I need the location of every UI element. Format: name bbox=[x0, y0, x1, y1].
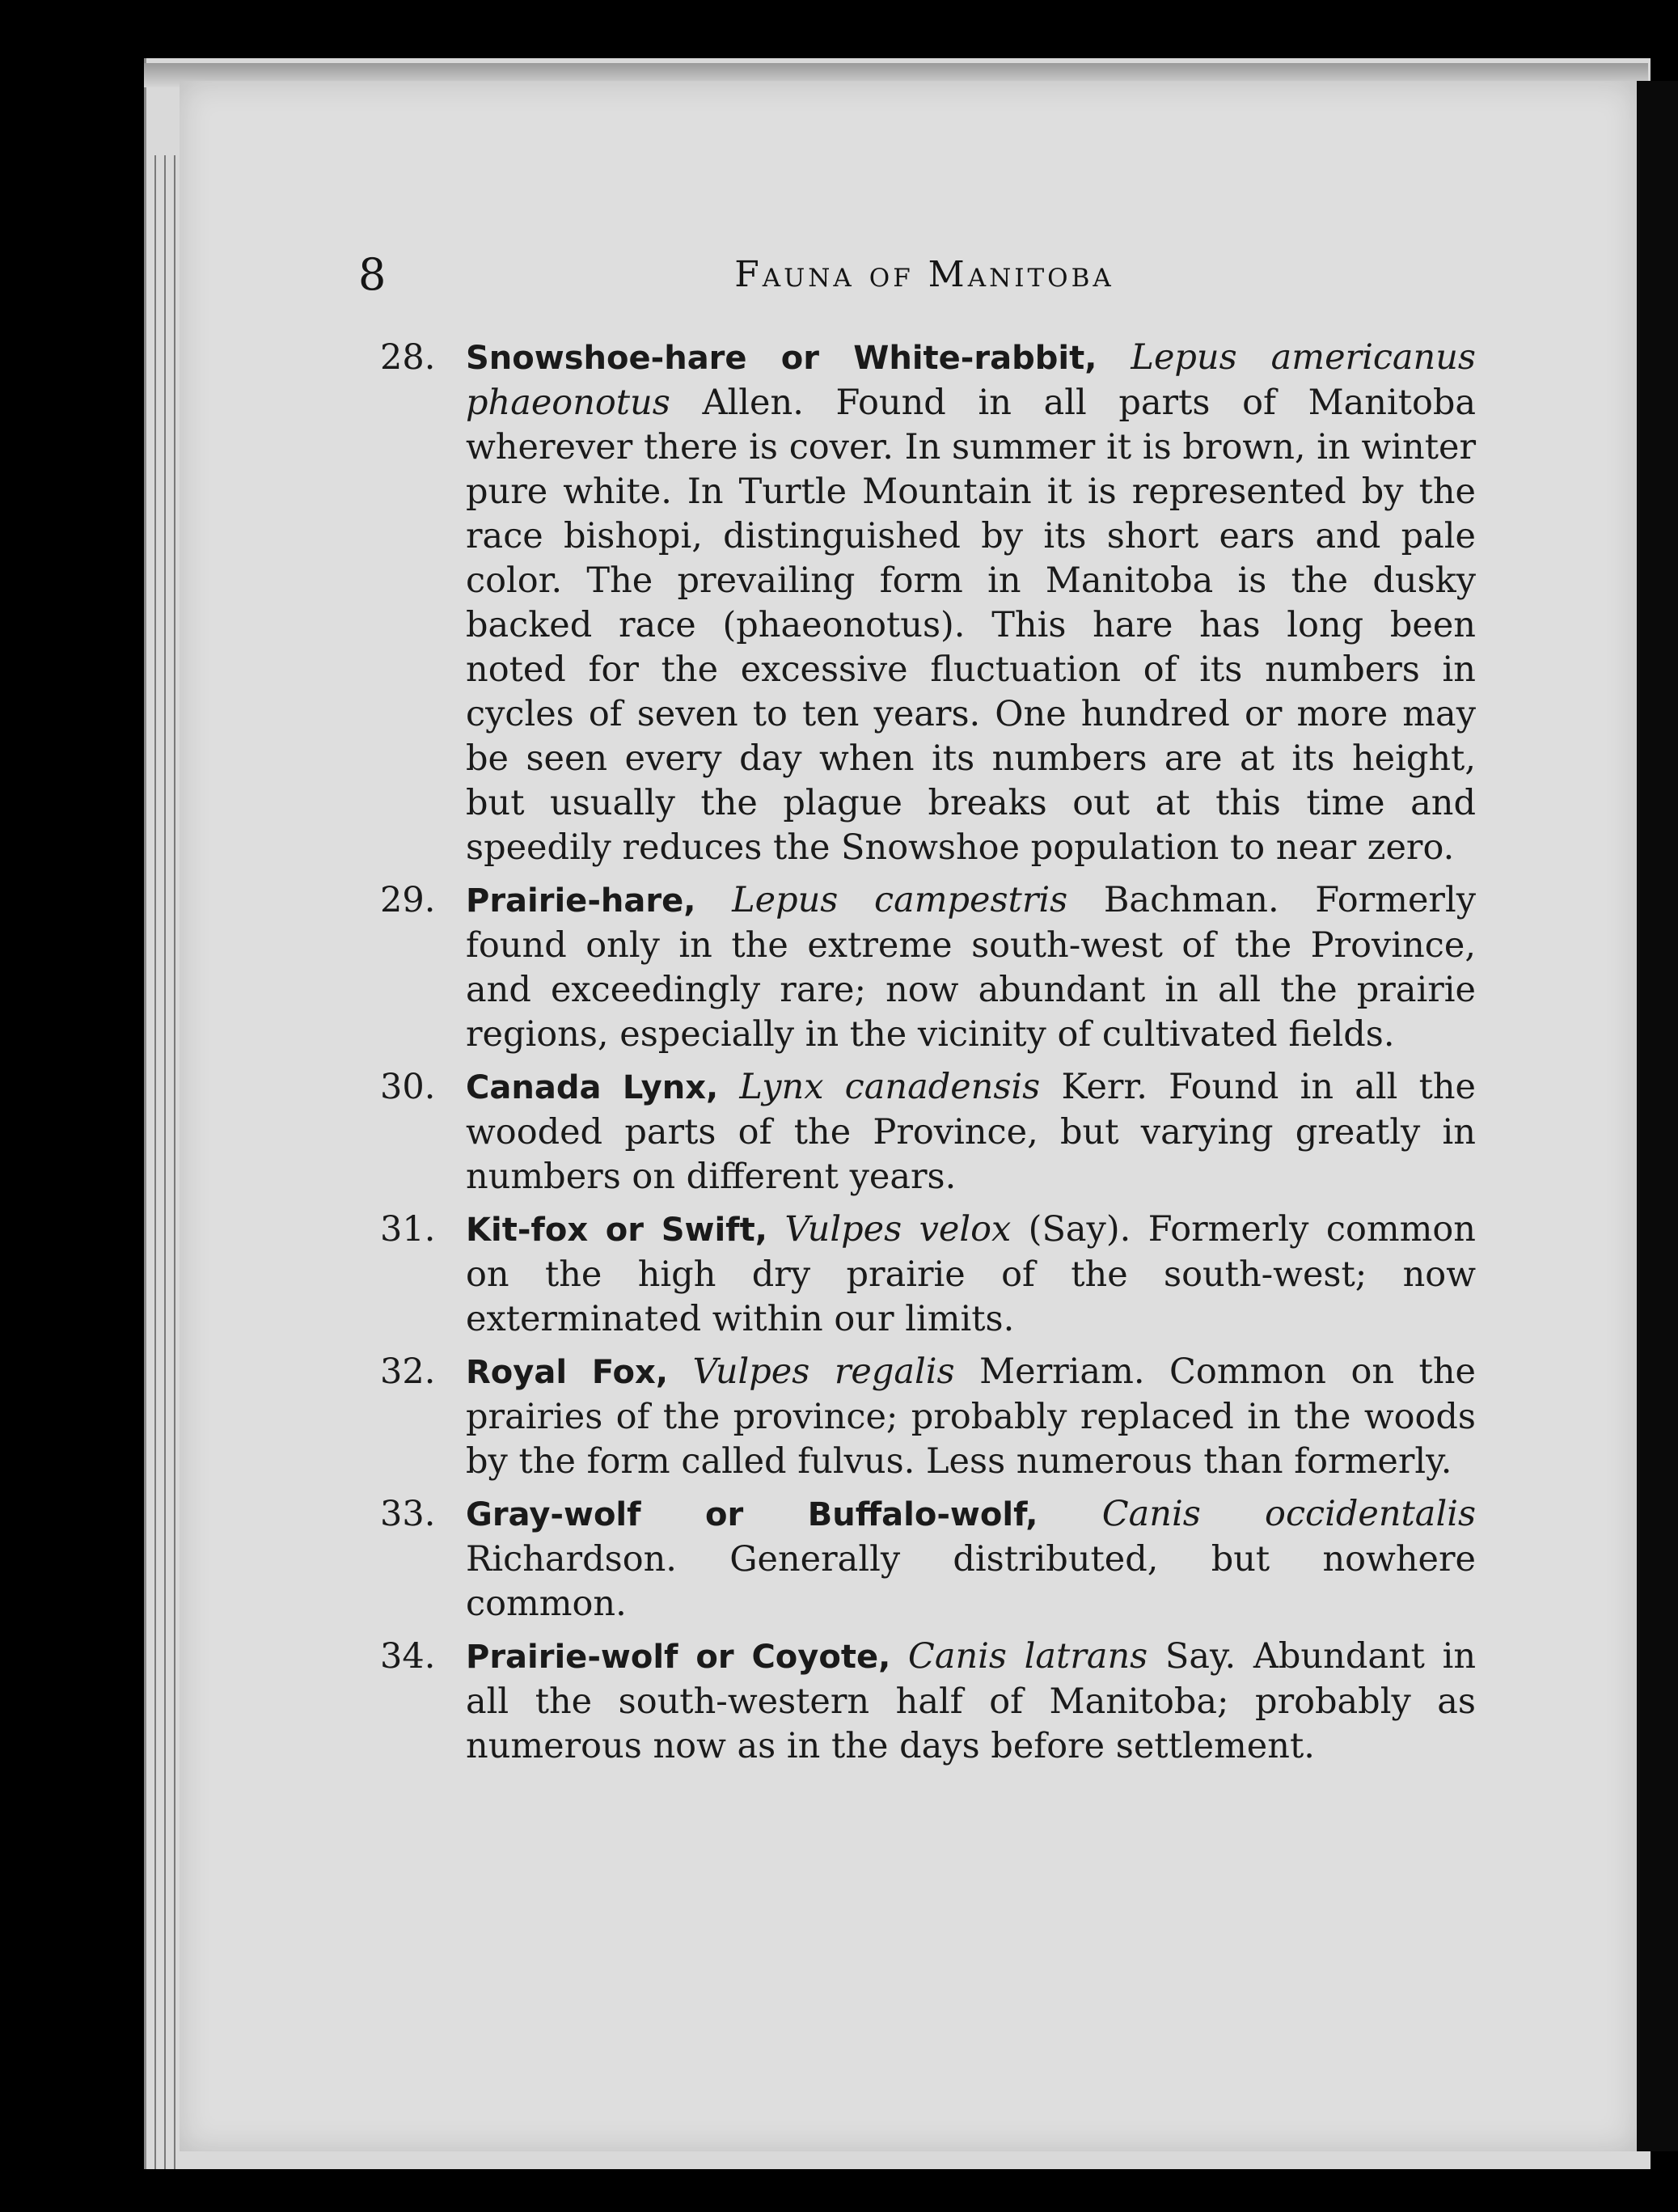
entry-body bbox=[466, 1492, 1476, 1626]
species-entry bbox=[380, 1065, 1476, 1199]
page-header bbox=[358, 243, 1474, 307]
entry-body bbox=[466, 1208, 1476, 1342]
species-entry bbox=[380, 878, 1476, 1057]
entry-number: 30. bbox=[380, 1067, 436, 1107]
entry-body bbox=[466, 1065, 1476, 1199]
species-entry bbox=[380, 1492, 1476, 1626]
common-name: Prairie-hare, bbox=[466, 882, 696, 920]
entry-number: 33. bbox=[380, 1494, 436, 1534]
common-name: Prairie-wolf or Coyote, bbox=[466, 1639, 891, 1676]
species-entry bbox=[380, 1635, 1476, 1769]
entry-number: 31. bbox=[380, 1209, 436, 1250]
entry-text: (Say). Formerly common on the high dry prairie of the south-west; now exterminated within our limits. bbox=[466, 1209, 1477, 1339]
page-number: 8 bbox=[358, 249, 387, 300]
entry-text: Kerr. Found in all the wooded parts of the Province, but varying greatly in numbers on different years. bbox=[466, 1067, 1477, 1197]
species-entry bbox=[380, 1208, 1476, 1342]
scientific-name: Vulpes velox bbox=[784, 1209, 1012, 1250]
entry-body bbox=[466, 336, 1476, 870]
entry-body bbox=[466, 878, 1476, 1057]
entry-body bbox=[466, 1350, 1476, 1484]
entry-text: Merriam. Common on the prairies of the province; probably replaced in the woods by the form called fulvus. Less numerous than formerly. bbox=[466, 1351, 1476, 1482]
entry-text: Allen. Found in all parts of Manitoba wherever there is cover. In summer it is brown, in winter pure white. In Turtle Mountain it is represented by the race bishopi, distinguished by its short ears and pale color. The prevailing form in Manitoba is the dusky backed race (phaeonotus). This hare has long been noted for the excessive fluctuation of its numbers in cycles of seven to ten years. One hundred or more may be seen every day when its numbers are at its height, but usually the plague breaks out at this time and speedily reduces the Snowshoe population to near zero. bbox=[466, 383, 1477, 868]
page-edge-line bbox=[154, 155, 156, 2169]
entry-body bbox=[466, 1635, 1476, 1769]
species-entry bbox=[380, 1350, 1476, 1484]
entry-number: 32. bbox=[380, 1351, 436, 1392]
entry-number: 29. bbox=[380, 880, 436, 920]
scientific-name: Lynx canadensis bbox=[739, 1067, 1041, 1107]
scientific-name: Vulpes regalis bbox=[692, 1351, 955, 1392]
running-title: Fauna of Manitoba bbox=[734, 254, 1114, 295]
entry-text: Bachman. Formerly found only in the extreme south-west of the Province, and exceedingly rare; now abundant in all the prairie regions, especially in the vicinity of cultivated fields. bbox=[466, 880, 1476, 1055]
species-entry bbox=[380, 336, 1476, 870]
scientific-name: Lepus campestris bbox=[732, 880, 1068, 920]
common-name: Snowshoe-hare or White-rabbit, bbox=[466, 340, 1097, 377]
entry-number: 28. bbox=[380, 337, 436, 378]
scientific-name: Canis occidentalis bbox=[1101, 1494, 1477, 1534]
scientific-name: Canis latrans bbox=[907, 1636, 1148, 1677]
common-name: Royal Fox, bbox=[466, 1354, 669, 1391]
common-name: Kit-fox or Swift, bbox=[466, 1212, 767, 1249]
scientific-name: Lepus americanus phaeonotus bbox=[466, 337, 1476, 423]
page-edge-line bbox=[174, 155, 175, 2169]
entry-number: 34. bbox=[380, 1636, 436, 1677]
page-edge-line bbox=[164, 155, 166, 2169]
entry-text: Say. Abundant in all the south-western half of Manitoba; probably as numerous now as in the days before settlement. bbox=[466, 1636, 1477, 1766]
binding-shadow bbox=[1637, 81, 1678, 2151]
common-name: Gray-wolf or Buffalo-wolf, bbox=[466, 1496, 1038, 1533]
species-list bbox=[380, 336, 1476, 1777]
common-name: Canada Lynx, bbox=[466, 1069, 719, 1106]
entry-text: Richardson. Generally distributed, but nowhere common. bbox=[466, 1539, 1476, 1624]
